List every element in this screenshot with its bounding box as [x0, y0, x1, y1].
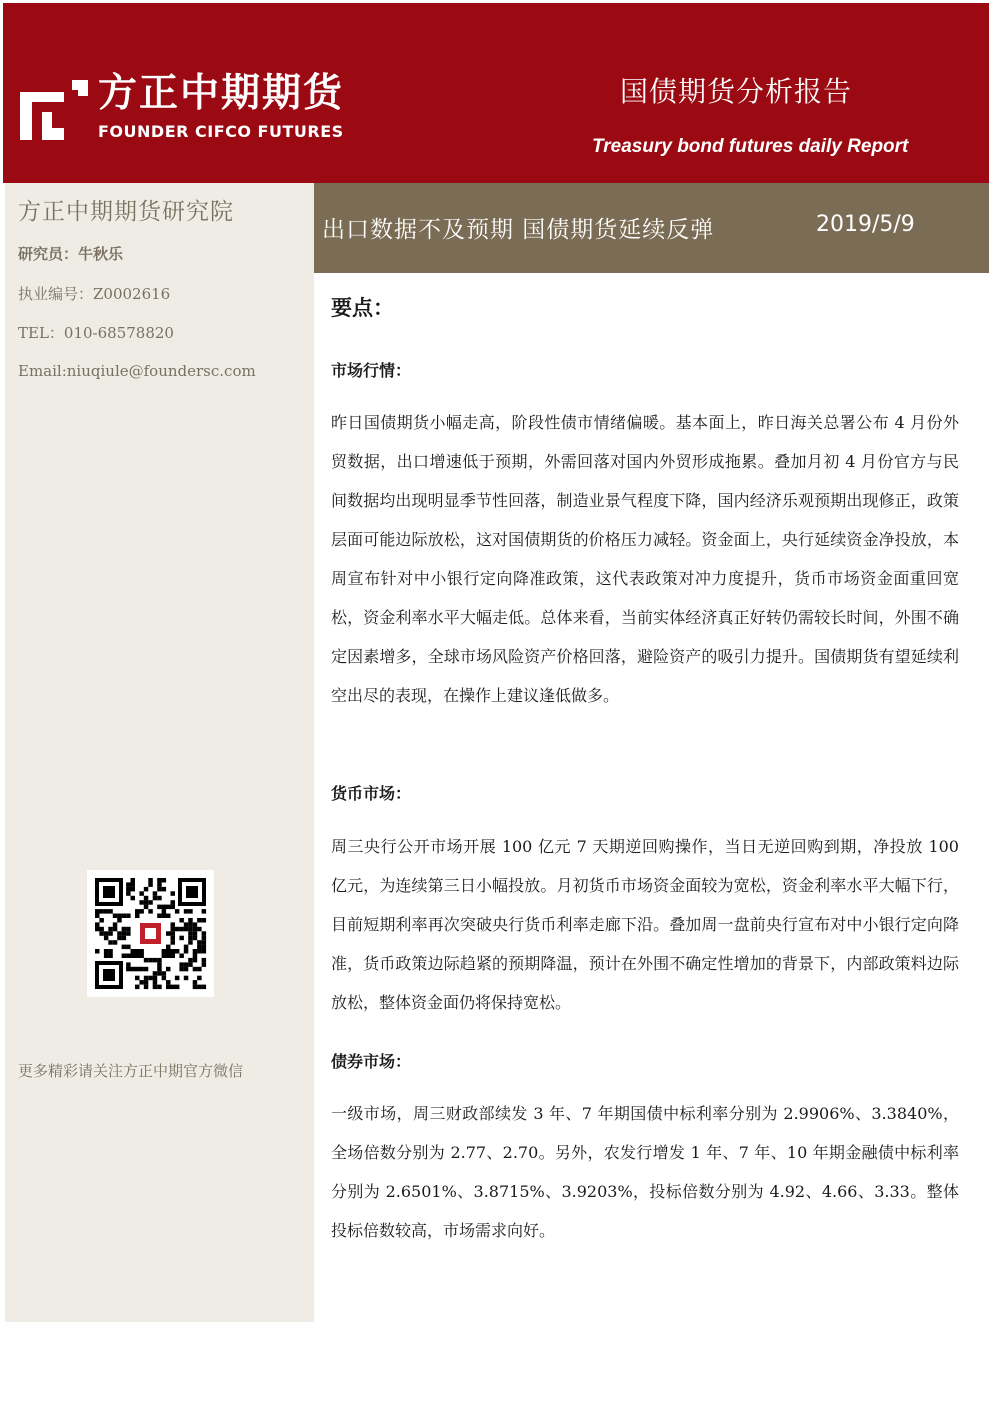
sidebar: [5, 183, 314, 1322]
report-date: 2019/5/9: [816, 212, 915, 237]
report-headline: 出口数据不及预期 国债期货延续反弹: [322, 217, 715, 243]
key-points-heading: 要点：: [331, 296, 394, 320]
company-name-en: FOUNDER CIFCO FUTURES: [98, 122, 344, 141]
company-name-cn: 方正中期期货: [98, 71, 345, 116]
institute-name: 方正中期期货研究院: [18, 199, 234, 225]
section-heading-money-market: 货币市场：: [331, 784, 412, 803]
report-title-en: Treasury bond futures daily Report: [592, 136, 909, 157]
section-text-bond-market: 一级市场，周三财政部续发 3 年、7 年期国债中标利率分别为 2.9906%、3.3840%，全场倍数分别为 2.77、2.70。另外，农发行增发 1 年、7 年、10 年期金融债中标利率分别为 2.6501%、3.8715%、3.9203%，投标倍数分别为 4.92、4.66、3.33。整体投标倍数较高，市场需求向好。: [331, 1104, 959, 1240]
section-text-money-market: 周三央行公开市场开展 100 亿元 7 天期逆回购操作，当日无逆回购到期，净投放 100 亿元，为连续第三日小幅投放。月初货币市场资金面较为宽松，资金利率水平大幅下行，目前短期利率再次突破央行货币利率走廊下沿。叠加周一盘前央行宣布对中小银行定向降准，货币政策边际趋紧的预期降温，预计在外围不确定性增加的背景下，内部政策料边际放松，整体资金面仍将保持宽松。: [331, 837, 959, 1012]
wechat-note: 更多精彩请关注方正中期官方微信: [18, 1062, 244, 1080]
email-link[interactable]: Email:niuqiule@foundersc.com: [18, 362, 256, 380]
section-text-market: 昨日国债期货小幅走高，阶段性债市情绪偏暖。基本面上，昨日海关总署公布 4 月份外贸数据，出口增速低于预期，外需回落对国内外贸形成拖累。叠加月初 4 月份官方与民间数据均出现明显季节性回落，制造业景气程度下降，国内经济乐观预期出现修正，政策层面可能边际放松，这对国债期货的价格压力减轻。资金面上，央行延续资金净投放，本周宣布针对中小银行定向降准政策，这代表政策对冲力度提升，货币市场资金面重回宽松，资金利率水平大幅走低。总体来看，当前实体经济真正好转仍需较长时间，外围不确定因素增多，全球市场风险资产价格回落，避险资产的吸引力提升。国债期货有望延续利空出尽的表现，在操作上建议逢低做多。: [331, 413, 959, 705]
license-number: 执业编号：Z0002616: [18, 285, 171, 303]
qr-code-icon: [87, 870, 214, 997]
researcher: 研究员：牛秋乐: [18, 245, 124, 263]
telephone: TEL：010-68578820: [18, 324, 174, 342]
section-heading-bond-market: 债券市场：: [331, 1052, 412, 1071]
founder-logo-icon: [20, 80, 88, 140]
report-title-cn: 国债期货分析报告: [620, 75, 853, 108]
section-heading-market: 市场行情：: [331, 361, 412, 380]
